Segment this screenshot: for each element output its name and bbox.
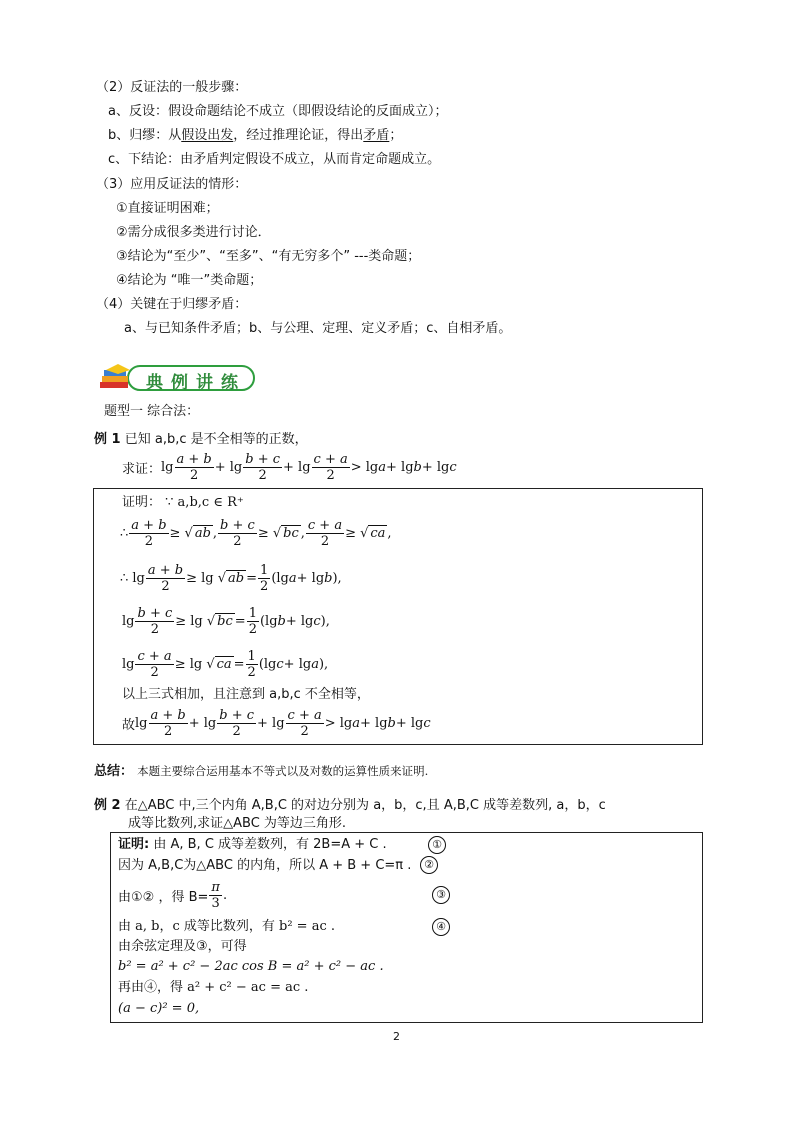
example2-line2: 成等比数列,求证△ABC 为等边三角形. xyxy=(128,816,347,831)
mark-2: ② xyxy=(420,856,438,874)
step-b-underline2: 矛盾 xyxy=(363,128,390,143)
case-2: ②需分成很多类进行讨论． xyxy=(116,225,271,240)
case-3: ③结论为“至少”、“至多”、“有无穷多个” ---类命题； xyxy=(116,249,421,264)
step-c: c、下结论：由矛盾判定假设不成立，从而肯定命题成立。 xyxy=(108,152,441,167)
example2-line1 xyxy=(94,797,606,815)
step-b-underline1: 假设出发 xyxy=(181,128,234,143)
banner-title: 典例讲练 xyxy=(146,373,246,393)
proof2-p6: b² = a² + c² − 2ac cos B = a² + c² − ac . xyxy=(118,959,384,974)
proof2-p5: 由余弦定理及③，可得 xyxy=(118,939,247,954)
proof1-log1: ∴ lg $\frac{a + b}{2}$ ≥ lg √ ab = $\frac{1}{2}$ (lg a + lg b ), xyxy=(120,562,342,594)
prove-label: 求证： xyxy=(122,461,162,477)
step-a: a、反设：假设命题结论不成立（即假设结论的反面成立）； xyxy=(108,104,448,119)
cases-heading: （3）应用反证法的情形： xyxy=(96,177,248,192)
example1-line xyxy=(94,431,308,449)
proof2-p4: 由 a, b，c 成等比数列，有 b² = ac . xyxy=(118,919,336,934)
example2-label: 例 2 xyxy=(94,798,121,813)
mark-1: ① xyxy=(428,836,446,854)
proof1-label: 证明： xyxy=(122,495,162,510)
proof2-p8: (a − c)² = 0, xyxy=(118,1001,200,1016)
proof1-first xyxy=(122,494,244,512)
proof2-label: 证明: xyxy=(118,837,150,852)
case-1: ①直接证明困难； xyxy=(116,201,219,216)
example1-label: 例 1 xyxy=(94,432,121,447)
type-label: 题型一 综合法： xyxy=(104,404,200,419)
step-b xyxy=(108,127,402,145)
proof1-ineq: ∴ $\frac{a + b}{2}$ ≥ √ ab , $\frac{b + c}{2}$ ≥ √ bc , $\frac{c + a}{2}$ ≥ √ ca , xyxy=(120,517,392,549)
proof2-p3-pre: 由①② ，得 B= xyxy=(118,889,209,905)
step-b-middle: ，经过推理论证，得出 xyxy=(233,128,364,143)
proof2-p3: 由①② ，得 B= $\frac{\pi}{3}$ . xyxy=(118,879,228,911)
proof2-p1-text: 由 A, B, C 成等差数列，有 2B=A + C . xyxy=(153,837,387,852)
proof1-log2: lg $\frac{b + c}{2}$ ≥ lg √ bc = $\frac{1}{2}$ (lg b + lg c ), xyxy=(122,605,330,637)
mark-3: ③ xyxy=(432,886,450,904)
proof2-p1 xyxy=(118,836,387,854)
step-b-prefix: b、归缪：从 xyxy=(108,128,182,143)
therefore-label: 故 xyxy=(122,717,136,733)
steps-heading: （2）反证法的一般步骤： xyxy=(96,80,248,95)
proof1-note: 以上三式相加，且注意到 a,b,c 不全相等， xyxy=(122,687,370,702)
example1-statement: 已知 a,b,c 是不全相等的正数， xyxy=(124,432,308,447)
proof1-log3: lg $\frac{c + a}{2}$ ≥ lg √ ca = $\frac{1}{2}$ (lg c + lg a ), xyxy=(122,648,329,680)
example1-claim: 求证： lg $\frac{a + b}{2}$ + lg $\frac{b + c}{2}$ + lg $\frac{c + a}{2}$ > lg a + lg b + lg c xyxy=(122,451,457,483)
summary xyxy=(94,762,428,781)
summary-key: 总结： xyxy=(94,764,134,779)
mark-4: ④ xyxy=(432,918,450,936)
example2-text1: 在△ABC 中,三个内角 A,B,C 的对边分别为 a，b，c,且 A,B,C 成等差数列, a，b，c xyxy=(124,798,606,813)
case-4: ④结论为 “唯一”类命题； xyxy=(116,273,263,288)
proof2-p7: 再由④，得 a² + c² − ac = ac . xyxy=(118,980,309,995)
key-detail: a、与已知条件矛盾；b、与公理、定理、定义矛盾；c、自相矛盾。 xyxy=(124,321,512,336)
proof2-p3-post: . xyxy=(222,887,228,903)
example-banner xyxy=(96,362,258,394)
proof1-conclusion: 故 lg $\frac{a + b}{2}$ + lg $\frac{b + c}{2}$ + lg $\frac{c + a}{2}$ > lg a + lg b + lg c xyxy=(122,707,431,739)
step-b-suffix: ； xyxy=(389,128,403,143)
page-number: 2 xyxy=(393,1030,400,1043)
proof2-p2: 因为 A,B,C为△ABC 的内角，所以 A + B + C=π . xyxy=(118,858,412,873)
key-heading: （4）关键在于归缪矛盾： xyxy=(96,297,248,312)
summary-text: 本题主要综合运用基本不等式以及对数的运算性质来证明. xyxy=(137,764,429,778)
proof1-since: ∵ a,b,c ∈ R⁺ xyxy=(165,495,244,510)
